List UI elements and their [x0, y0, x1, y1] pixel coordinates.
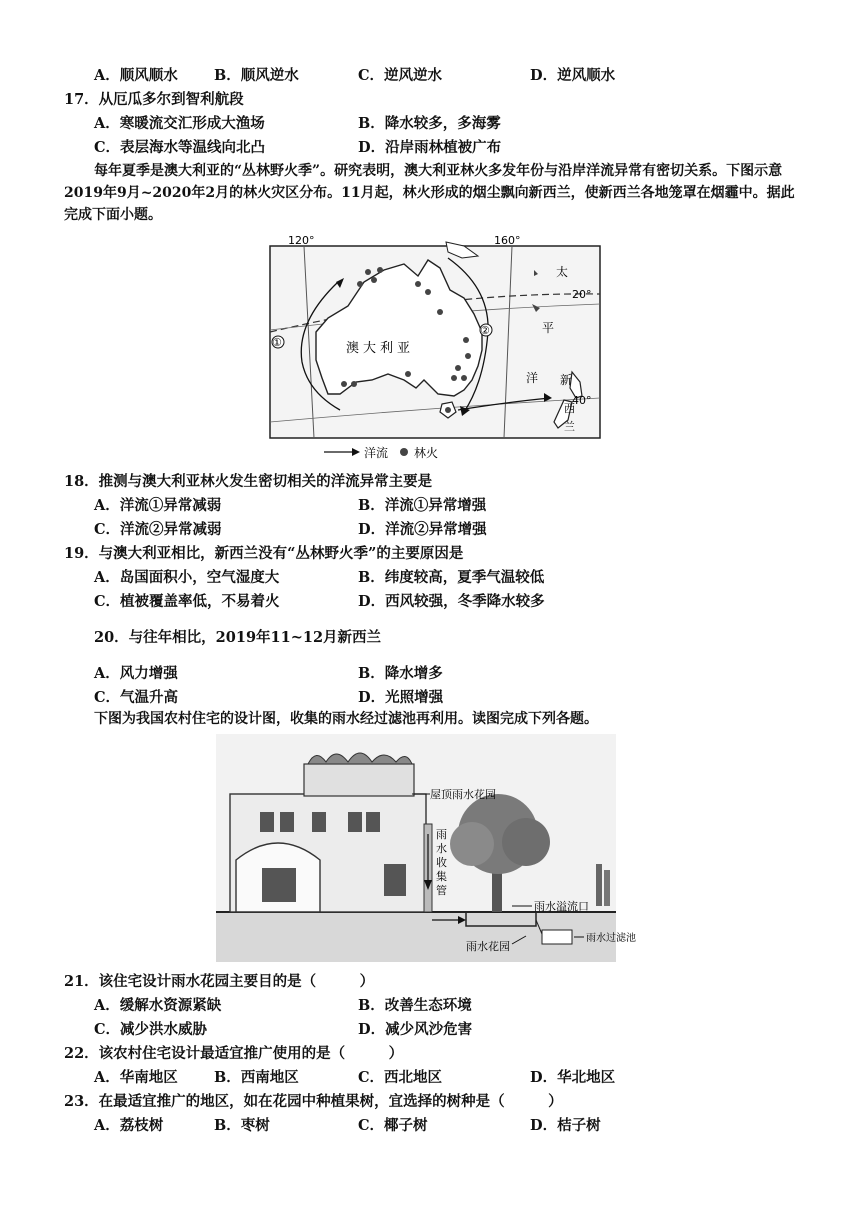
label-pipe-char-1: 雨: [436, 828, 447, 841]
q16-option-c: C．逆风逆水: [358, 67, 443, 84]
ocean-char-3: 洋: [526, 371, 539, 385]
ocean-char-2: 平: [542, 321, 555, 335]
nz-char-2: 西: [564, 402, 575, 415]
current-2-marker: ②: [480, 324, 490, 337]
arched-window: [262, 868, 296, 902]
q19-option-d: D．西风较强，冬季降水较多: [358, 593, 545, 610]
q21-stem: 21．该住宅设计雨水花园主要目的是（ ）: [64, 973, 375, 990]
label-pipe-char-3: 收: [436, 856, 447, 869]
lat-label-20: 20°: [572, 288, 592, 301]
label-roof-garden: 屋顶雨水花园: [430, 788, 496, 801]
fire-icon: [365, 269, 371, 275]
fire-icon: [341, 381, 347, 387]
label-filter: 雨水过滤池: [586, 933, 636, 944]
window: [312, 812, 326, 832]
label-pipe-char-4: 集: [436, 870, 447, 883]
fire-icon: [415, 281, 421, 287]
filter-tank: [542, 930, 572, 944]
window: [348, 812, 362, 832]
q21-option-b: B．改善生态环境: [358, 997, 472, 1014]
label-pipe-vertical: [436, 828, 447, 897]
current-1-marker: ①: [272, 336, 282, 349]
legend-current-label: 洋流: [364, 446, 389, 460]
q19-option-b: B．纬度较高，夏季气温较低: [358, 569, 545, 586]
lon-label-160: 160°: [494, 234, 521, 247]
q23-option-a: A．荔枝树: [94, 1117, 164, 1134]
q20-option-c: C．气温升高: [94, 689, 179, 706]
fire-icon: [425, 289, 431, 295]
q17-option-c: C．表层海水等温线向北凸: [94, 139, 266, 156]
nz-char-1: 新: [560, 373, 573, 387]
person: [604, 870, 610, 906]
q20-stem: 20．与往年相比，2019年11~12月新西兰: [94, 629, 382, 646]
q19-option-c: C．植被覆盖率低，不易着火: [94, 593, 280, 610]
q21-option-a: A．缓解水资源紧缺: [94, 997, 222, 1014]
roof-garden-box: [304, 764, 414, 796]
q23-option-d: D．桔子树: [530, 1117, 601, 1134]
q18-option-a: A．洋流①异常减弱: [94, 497, 222, 514]
nz-char-3: 兰: [564, 420, 575, 433]
fire-icon: [451, 375, 457, 381]
q17-option-b: B．降水较多，多海雾: [358, 115, 501, 132]
lat-label-40: 40°: [572, 394, 592, 407]
fire-icon: [371, 277, 377, 283]
legend-current-arrow: [352, 448, 360, 456]
rain-house-diagram: [216, 734, 636, 962]
fire-icon: [377, 267, 383, 273]
fire-icon: [351, 381, 357, 387]
fire-icon: [461, 375, 467, 381]
legend-fire-label: 林火: [414, 446, 439, 460]
tree-canopy: [502, 818, 550, 866]
window: [366, 812, 380, 832]
label-pipe-char-2: 水: [436, 842, 447, 855]
q21-option-d: D．减少风沙危害: [358, 1021, 473, 1038]
q16-option-a: A．顺风顺水: [94, 67, 178, 84]
legend-fire-icon: [400, 448, 408, 456]
window: [260, 812, 274, 832]
q22-option-b: B．西南地区: [214, 1069, 299, 1086]
q22-option-d: D．华北地区: [530, 1069, 616, 1086]
q17-option-a: A．寒暖流交汇形成大渔场: [94, 115, 265, 132]
fire-icon: [445, 407, 451, 413]
q20-option-b: B．降水增多: [358, 665, 443, 682]
fire-icon: [405, 371, 411, 377]
ocean-char-1: 太: [556, 265, 569, 279]
q22-option-a: A．华南地区: [94, 1069, 178, 1086]
fire-icon: [437, 309, 443, 315]
q23-option-c: C．椰子树: [358, 1117, 428, 1134]
passage-bushfire: 每年夏季是澳大利亚的“丛林野火季”。研究表明，澳大利亚林火多发年份与沿岸洋流异常有密切关系。下图示意2019年9月~2020年2月的林火灾区分布。11月起，林火形成的烟尘飘向新西兰，使新西兰各地笼罩在烟霾中。据此完成下面小题。: [64, 163, 795, 223]
q18-option-c: C．洋流②异常减弱: [94, 521, 222, 538]
q21-option-c: C．减少洪水威胁: [94, 1021, 208, 1038]
tree-canopy: [450, 822, 494, 866]
person: [596, 864, 602, 906]
label-pipe-char-5: 管: [436, 884, 447, 897]
q19-stem: 19．与澳大利亚相比，新西兰没有“丛林野火季”的主要原因是: [64, 545, 464, 562]
q17-stem: 17．从厄瓜多尔到智利航段: [64, 91, 244, 108]
fire-icon: [465, 353, 471, 359]
q18-option-d: D．洋流②异常增强: [358, 521, 487, 538]
q17-option-d: D．沿岸雨林植被广布: [358, 139, 502, 156]
label-garden: 雨水花园: [466, 940, 510, 953]
q22-stem: 22．该农村住宅设计最适宜推广使用的是（ ）: [64, 1045, 404, 1062]
australia-bushfire-map: [268, 232, 602, 464]
q16-option-b: B．顺风逆水: [214, 67, 299, 84]
fire-icon: [357, 281, 363, 287]
fire-icon: [455, 365, 461, 371]
window: [280, 812, 294, 832]
q18-option-b: B．洋流①异常增强: [358, 497, 487, 514]
q19-option-a: A．岛国面积小，空气湿度大: [94, 569, 280, 586]
country-label: 澳大利亚: [346, 341, 415, 356]
fire-icon: [463, 337, 469, 343]
q20-option-a: A．风力增强: [94, 665, 178, 682]
passage-rain-house: 下图为我国农村住宅的设计图，收集的雨水经过滤池再利用。读图完成下列各题。: [94, 711, 598, 727]
door: [384, 864, 406, 896]
q18-stem: 18．推测与澳大利亚林火发生密切相关的洋流异常主要是: [64, 473, 433, 490]
label-overflow: 雨水溢流口: [534, 900, 589, 913]
q23-option-b: B．枣树: [214, 1117, 270, 1134]
q16-option-d: D．逆风顺水: [530, 67, 616, 84]
q23-stem: 23．在最适宜推广的地区，如在花园中种植果树，宜选择的树种是（ ）: [64, 1093, 563, 1110]
q20-option-d: D．光照增强: [358, 689, 444, 706]
q22-option-c: C．西北地区: [358, 1069, 443, 1086]
lon-label-120: 120°: [288, 234, 315, 247]
